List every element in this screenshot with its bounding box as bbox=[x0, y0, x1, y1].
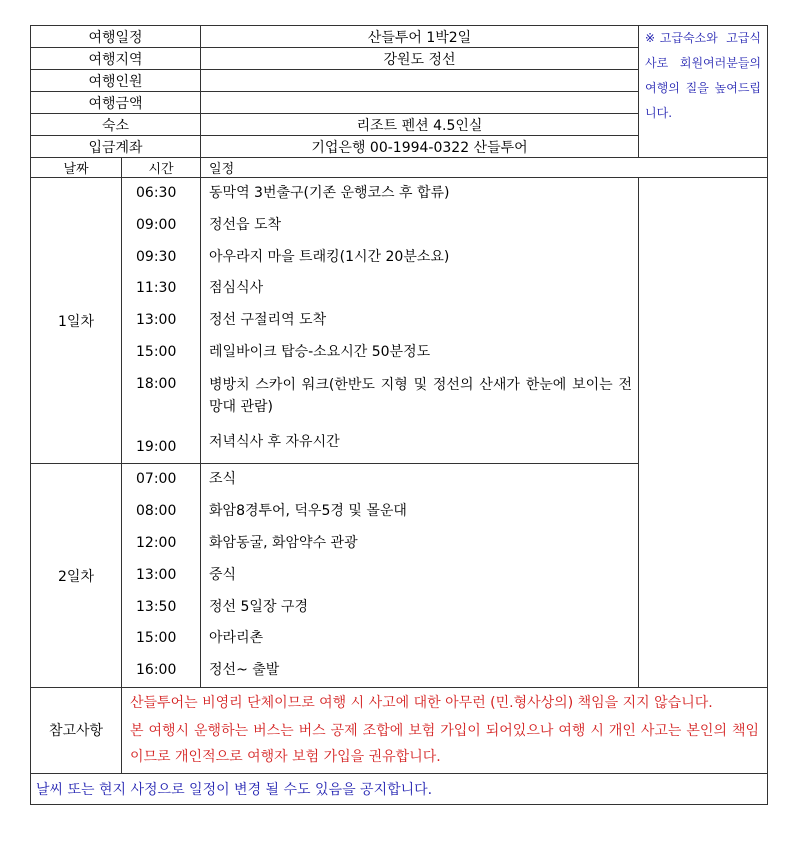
schedule-column-headers bbox=[31, 158, 768, 178]
premium-note: ※고급숙소와 고급식사로 회원여러분들의 여행의 질을 높여드립니다. bbox=[639, 26, 768, 158]
info-value: 리조트 펜션 4.5인실 bbox=[201, 114, 639, 136]
schedule-time: 13:50 bbox=[136, 598, 177, 615]
schedule-time: 09:30 bbox=[136, 248, 177, 265]
itinerary-table bbox=[30, 25, 768, 805]
schedule-item: 조식 bbox=[209, 471, 237, 488]
empty-column bbox=[639, 178, 768, 688]
schedule-item: 중식 bbox=[209, 566, 237, 583]
info-value: 강원도 정선 bbox=[201, 48, 639, 70]
reference-label: 참고사항 bbox=[31, 687, 122, 773]
schedule-time: 13:00 bbox=[136, 566, 177, 583]
info-value bbox=[201, 70, 639, 92]
schedule-time: 09:00 bbox=[136, 216, 177, 233]
schedule-item: 정선 5일장 구경 bbox=[209, 598, 308, 615]
day-row-1 bbox=[31, 178, 768, 464]
schedule-item: 아우라지 마을 트래킹(1시간 20분소요) bbox=[209, 248, 450, 265]
day-label: 1일차 bbox=[31, 178, 122, 464]
schedule-time: 19:00 bbox=[136, 438, 177, 455]
schedule-item: 정선~ 출발 bbox=[209, 662, 280, 679]
info-label: 여행인원 bbox=[31, 70, 201, 92]
schedule-item: 병방치 스카이 워크(한반도 지형 및 정선의 산새가 한눈에 보이는 전망대 관람) bbox=[209, 376, 633, 415]
schedule-item: 점심식사 bbox=[209, 280, 264, 297]
info-value bbox=[201, 92, 639, 114]
schedule-time: 16:00 bbox=[136, 662, 177, 679]
info-label: 여행금액 bbox=[31, 92, 201, 114]
info-row-schedule bbox=[31, 26, 768, 48]
info-value: 기업은행 00-1994-0322 산들투어 bbox=[201, 136, 639, 158]
day-times bbox=[122, 464, 201, 688]
schedule-item: 저녁식사 후 자유시간 bbox=[209, 433, 340, 450]
reference-paragraph: 본 여행시 운행하는 버스는 버스 공제 조합에 보험 가입이 되어있으나 여행 시 개인 사고는 본인의 책임이므로 개인적으로 여행자 보험 가입을 권유합니다. bbox=[130, 722, 760, 765]
schedule-item: 화암8경투어, 덕우5경 및 몰운대 bbox=[209, 503, 407, 520]
schedule-time: 15:00 bbox=[136, 630, 177, 647]
day-times bbox=[122, 178, 201, 464]
reference-paragraph: 산들투어는 비영리 단체이므로 여행 시 사고에 대한 아무런 (민.형사상의) 책임을 지지 않습니다. bbox=[130, 694, 713, 711]
schedule-item: 화암동굴, 화암약수 관광 bbox=[209, 534, 358, 551]
footer-notice: 날씨 또는 현지 사정으로 일정이 변경 될 수도 있음을 공지합니다. bbox=[31, 773, 768, 804]
schedule-time: 07:00 bbox=[136, 471, 177, 488]
reference-row bbox=[31, 687, 768, 773]
schedule-time: 18:00 bbox=[136, 375, 177, 392]
schedule-item: 동막역 3번출구(기존 운행코스 후 합류) bbox=[209, 185, 450, 201]
day-label: 2일차 bbox=[31, 464, 122, 688]
schedule-item: 아라리촌 bbox=[209, 630, 264, 647]
schedule-time: 11:30 bbox=[136, 280, 177, 297]
column-date: 날짜 bbox=[31, 158, 122, 178]
schedule-time: 15:00 bbox=[136, 343, 177, 360]
day-activities bbox=[201, 464, 639, 688]
schedule-time: 12:00 bbox=[136, 534, 177, 551]
info-label: 여행지역 bbox=[31, 48, 201, 70]
info-label: 입금계좌 bbox=[31, 136, 201, 158]
info-label: 숙소 bbox=[31, 114, 201, 136]
schedule-item: 레일바이크 탑승-소요시간 50분정도 bbox=[209, 343, 431, 360]
info-label: 여행일정 bbox=[31, 26, 201, 48]
column-time: 시간 bbox=[122, 158, 201, 178]
time-spacer bbox=[122, 401, 200, 432]
schedule-time: 13:00 bbox=[136, 312, 177, 329]
schedule-item: 정선 구절리역 도착 bbox=[209, 312, 327, 329]
footer-row bbox=[31, 773, 768, 804]
column-plan: 일정 bbox=[201, 158, 768, 178]
schedule-item: 정선읍 도착 bbox=[209, 216, 282, 233]
info-value: 산들투어 1박2일 bbox=[201, 26, 639, 48]
day-activities bbox=[201, 178, 639, 464]
schedule-time: 06:30 bbox=[136, 185, 177, 201]
schedule-time: 08:00 bbox=[136, 503, 177, 520]
reference-text bbox=[122, 687, 768, 773]
itinerary-document bbox=[30, 25, 767, 805]
